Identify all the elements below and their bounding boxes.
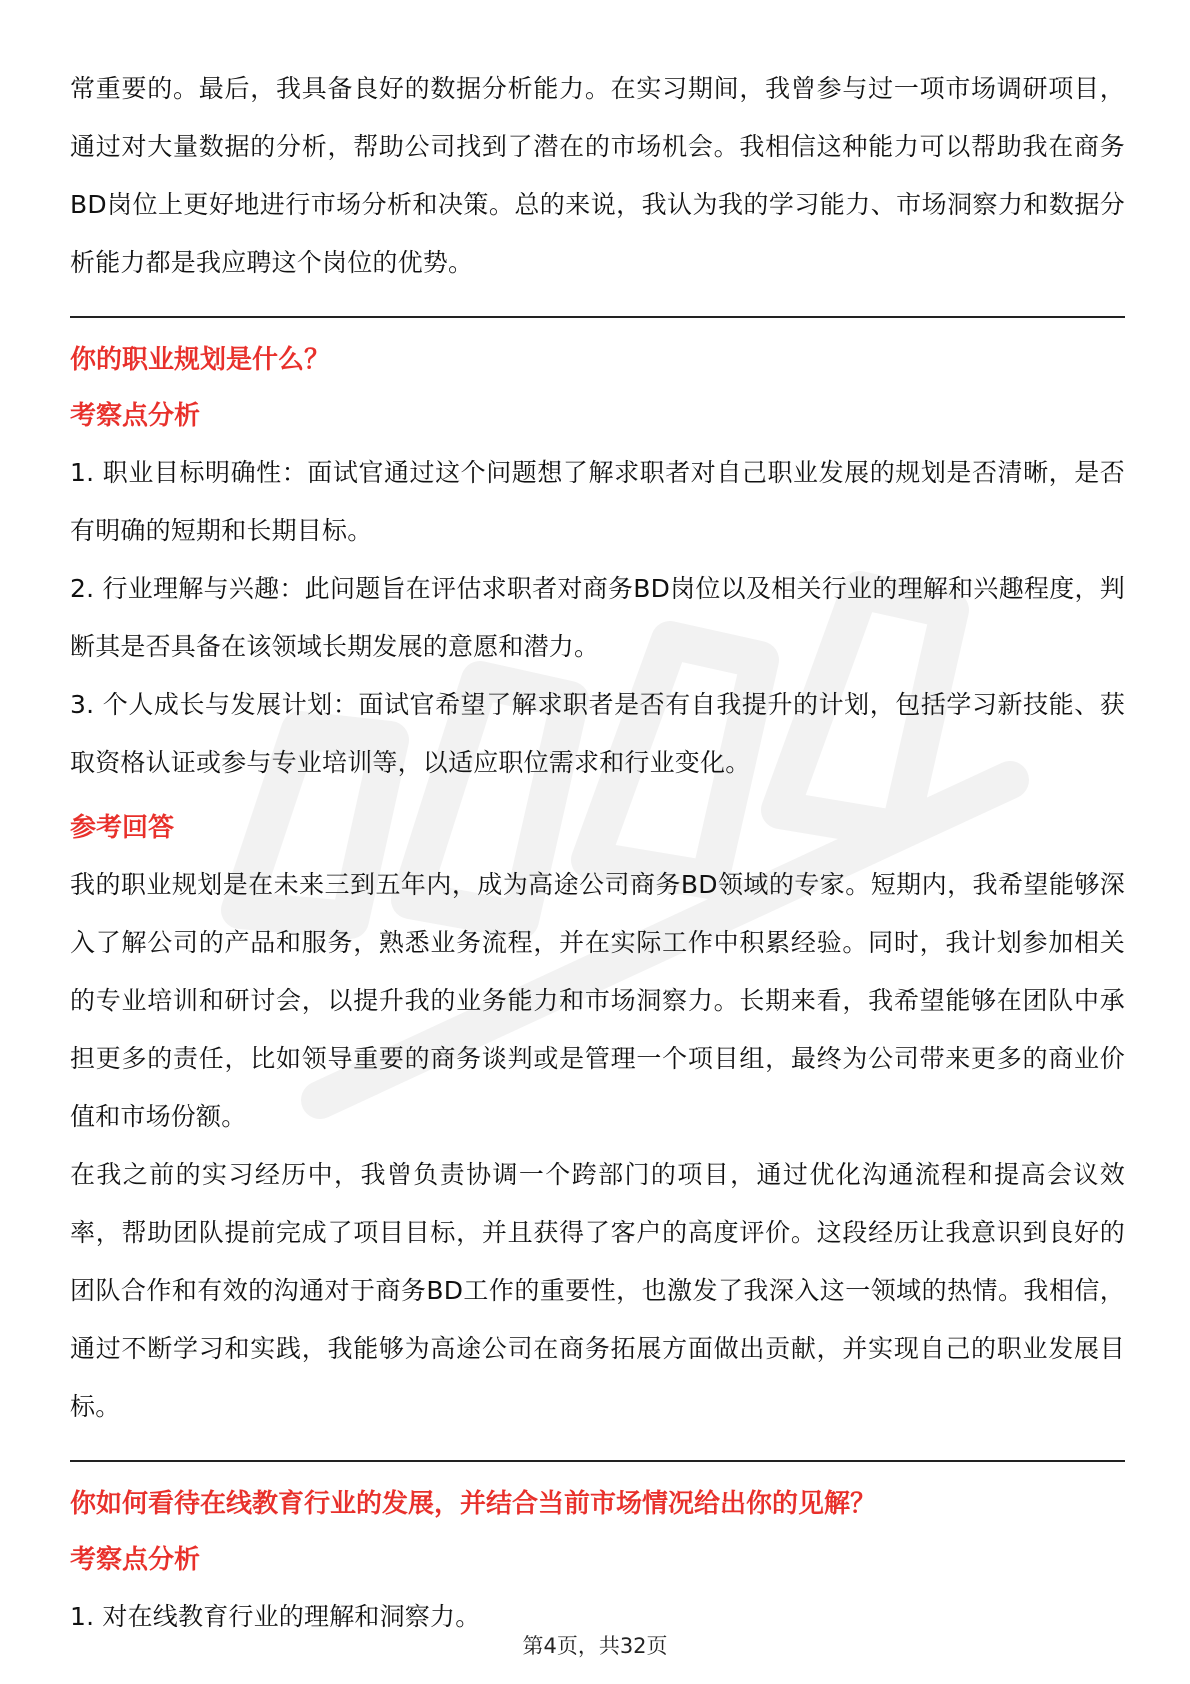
analysis-heading: 考察点分析 (70, 1545, 201, 1575)
section-divider-1 (70, 316, 1125, 318)
analysis-item: 3. 个人成长与发展计划：面试官希望了解求职者是否有自我提升的计划，包括学习新技能、获取资格认证或参与专业培训等，以适应职位需求和行业变化。 (70, 690, 1125, 777)
answer-paragraph: 我的职业规划是在未来三到五年内，成为高途公司商务BD领域的专家。短期内，我希望能够深入了解公司的产品和服务，熟悉业务流程，并在实际工作中积累经验。同时，我计划参加相关的专业培训和研讨会，以提升我的业务能力和市场洞察力。长期来看，我希望能够在团队中承担更多的责任，比如领导重要的商务谈判或是管理一个项目组，最终为公司带来更多的商业价值和市场份额。 (70, 870, 1125, 1131)
question-section-2 (70, 1476, 1125, 1646)
page-footer: 第4页，共32页 (522, 1634, 668, 1658)
section-divider-2 (70, 1460, 1125, 1462)
analysis-heading: 考察点分析 (70, 401, 201, 431)
question-title: 你如何看待在线教育行业的发展，并结合当前市场情况给出你的见解？ (70, 1489, 877, 1519)
intro-paragraph: 常重要的。最后，我具备良好的数据分析能力。在实习期间，我曾参与过一项市场调研项目，通过对大量数据的分析，帮助公司找到了潜在的市场机会。我相信这种能力可以帮助我在商务BD岗位上更好地进行市场分析和决策。总的来说，我认为我的学习能力、市场洞察力和数据分析能力都是我应聘这个岗位的优势。 (70, 74, 1125, 277)
question-section-1 (70, 332, 1125, 1436)
answer-heading: 参考回答 (70, 813, 175, 843)
question-title: 你的职业规划是什么？ (70, 345, 331, 375)
analysis-item: 1. 对在线教育行业的理解和洞察力。 (70, 1602, 481, 1631)
answer-paragraph: 在我之前的实习经历中，我曾负责协调一个跨部门的项目，通过优化沟通流程和提高会议效率，帮助团队提前完成了项目目标，并且获得了客户的高度评价。这段经历让我意识到良好的团队合作和有效的沟通对于商务BD工作的重要性，也激发了我深入这一领域的热情。我相信，通过不断学习和实践，我能够为高途公司在商务拓展方面做出贡献，并实现自己的职业发展目标。 (70, 1160, 1125, 1421)
analysis-item: 2. 行业理解与兴趣：此问题旨在评估求职者对商务BD岗位以及相关行业的理解和兴趣程度，判断其是否具备在该领域长期发展的意愿和潜力。 (70, 574, 1125, 661)
document-page (70, 60, 1125, 1646)
analysis-item: 1. 职业目标明确性：面试官通过这个问题想了解求职者对自己职业发展的规划是否清晰，是否有明确的短期和长期目标。 (70, 458, 1125, 545)
